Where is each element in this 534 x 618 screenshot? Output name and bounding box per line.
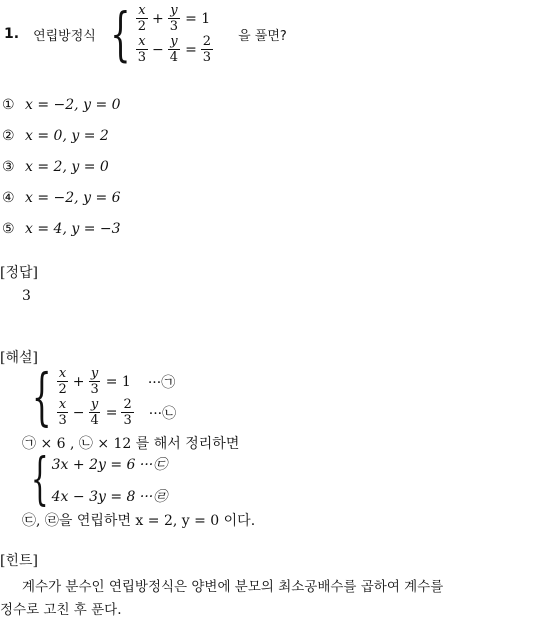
question-number: 1.: [4, 26, 20, 42]
hint-heading: [힌트]: [0, 553, 38, 569]
option-4[interactable]: [2, 190, 121, 206]
equation-2: $\frac{x}{3}$ − $\frac{y}{4}$ = $\frac{2}{3}$: [137, 34, 212, 65]
option-3[interactable]: [2, 159, 109, 175]
answer-heading: [정답]: [0, 265, 38, 281]
hint-line-2: 정수로 고친 후 푼다.: [0, 602, 122, 618]
tag-2: ···㉡: [148, 405, 177, 422]
left-brace: {: [30, 447, 49, 512]
option-5[interactable]: [2, 221, 121, 237]
option-text: x = 4, y = −3: [25, 221, 121, 237]
equation-1: $\frac{x}{2}$ + $\frac{y}{3}$ = 1: [137, 3, 211, 34]
solution-conclusion: ㉢, ㉣을 연립하면 x = 2, y = 0 이다.: [22, 513, 256, 529]
question-trail: 을 풀면?: [238, 28, 287, 44]
answer-value: 3: [22, 288, 31, 304]
tag-1: ···㉠: [147, 374, 176, 391]
option-2[interactable]: [2, 128, 109, 144]
solution-system-2: [22, 447, 168, 512]
question-lead: 연립방정식: [33, 28, 96, 44]
option-1[interactable]: [2, 97, 121, 113]
hint-line-1: 계수가 분수인 연립방정식은 양변에 분모의 최소공배수를 곱하여 계수를: [22, 579, 444, 595]
question: [0, 0, 287, 68]
option-marker: ③: [2, 159, 15, 175]
solution-equation-1: $\frac{x}{2}$ + $\frac{y}{3}$ = 1 ···㉠: [58, 366, 176, 397]
option-marker: ④: [2, 190, 15, 206]
solution-equation-4: 4x − 3y = 8 ···㉣: [51, 489, 168, 505]
solution-equation-3: 3x + 2y = 6 ···㉢: [51, 457, 168, 473]
left-brace: {: [31, 360, 52, 433]
equation-system: [102, 0, 214, 68]
option-text: x = 0, y = 2: [25, 128, 109, 144]
solution-system-1: [22, 360, 177, 433]
solution-step-1: ㉠ × 6 , ㉡ × 12 를 해서 정리하면: [22, 436, 240, 452]
solution-equation-2: $\frac{x}{3}$ − $\frac{y}{4}$ = $\frac{2}{3}$ ···㉡: [58, 397, 177, 428]
option-text: x = 2, y = 0: [25, 159, 109, 175]
solution-heading: [해설]: [0, 350, 38, 366]
option-marker: ①: [2, 97, 15, 113]
option-marker: ②: [2, 128, 15, 144]
option-text: x = −2, y = 6: [25, 190, 121, 206]
option-marker: ⑤: [2, 221, 15, 237]
option-text: x = −2, y = 0: [25, 97, 121, 113]
left-brace: {: [110, 0, 131, 68]
